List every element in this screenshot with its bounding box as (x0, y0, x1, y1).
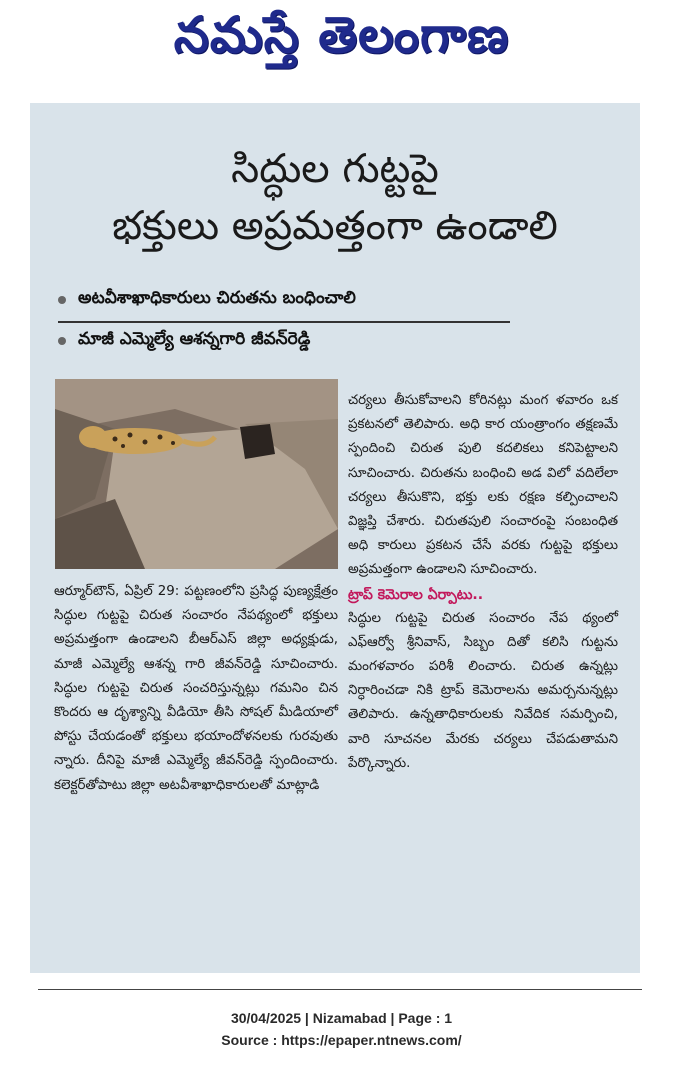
footer-source: Source : https://epaper.ntnews.com/ (221, 1032, 462, 1048)
article-paragraph: సిద్ధుల గుట్టపై చిరుత సంచారం నేప థ్యంలో ఎఫ్‌ఆర్వో శ్రీనివాస్, సిబ్బం దితో కలిసి గుట్టను మంగళవారం పరిశీ లించారు. చిరుత ఉన్నట్లు నిర్ధారించడా నికి ట్రాప్ కెమెరాలను అమర్చనున్నట్లు తెలిపారు. ఉన్నతాధికారులకు నివేదిక సమర్పించి, వారి సూచనల మేరకు చర్యలు చేపడుతామని పేర్కొన్నారు. (348, 610, 618, 771)
footer-edition-info: 30/04/2025 | Nizamabad | Page : 1 (230, 1010, 453, 1026)
footer-divider (38, 989, 642, 990)
masthead-logo: నమస్తే తెలంగాణ (173, 5, 510, 64)
left-column (54, 580, 338, 798)
article-paragraph: చర్యలు తీసుకోవాలని కోరినట్లు మంగ ళవారం ఒక ప్రకటనలో తెలిపారు. అధి కార యంత్రాంగం తక్షణమే స్పందించి చిరుత పులి కదలికలు కనిపెట్టాలని సూచించారు. చిరుతను బంధించి అడ విలో వదిలేలా చర్యలు తీసుకొని, భక్తు లకు రక్షణ కల్పించాలని విజ్ఞప్తి చేశారు. చిరుతపులి సంచారంపై సంబంధిత అధి కారులు ప్రకటన చేసే వరకు గుట్టపై భక్తులు అప్రమత్తంగా ఉండాలని సూచించారు. (348, 393, 618, 578)
subheading: ట్రాప్ కెమెరాల ఏర్పాటు.. (348, 586, 484, 603)
article-paragraph: ఆర్మూర్‌టౌన్, ఏప్రిల్ 29: పట్టణంలోని ప్రసిద్ధ పుణ్యక్షేత్రం సిద్ధుల గుట్టపై చిరుత సంచారం నేపథ్యంలో భక్తులు అప్రమత్తంగా ఉండాలని బీఆర్‌ఎస్ జిల్లా అధ్యక్షుడు, మాజీ ఎమ్మెల్యే ఆశన్న గారి జీవన్‌రెడ్డి సూచించారు. సిద్ధుల గుట్టపై చిరుత సంచరిస్తున్నట్లు గమనిం చిన కొందరు ఆ దృశ్యాన్ని వీడియో తీసి సోషల్ మీడియాలో పోస్టు చేయడంతో భక్తులు భయాందోళనలకు గురవుతు న్నారు. దీనిపై మాజీ ఎమ్మెల్యే జీవన్‌రెడ్డి స్పందించారు. కలెక్టర్‌తోపాటు జిల్లా అటవీశాఖాధికారులతో మాట్లాడి (54, 584, 338, 793)
bullet-divider (58, 321, 510, 323)
masthead (0, 2, 683, 80)
bullet-text: అటవీశాఖాధికారులు చిరుతను బంధించాలి (78, 288, 356, 308)
bullet-point-2 (58, 325, 510, 357)
bullet-point-1 (58, 284, 510, 316)
headline-line-1: సిద్ధుల గుట్టపై (231, 146, 439, 192)
bullet-text: మాజీ ఎమ్మెల్యే ఆశన్నగారి జీవన్‌రెడ్డి (78, 329, 311, 349)
leopard-on-rocks-image (55, 379, 338, 569)
news-clipping (30, 103, 640, 973)
right-column (348, 389, 618, 776)
bullet-icon (58, 337, 66, 345)
headline-line-2: భక్తులు అప్రమత్తంగా ఉండాలి (112, 203, 558, 249)
leopard-photo (55, 379, 338, 569)
bullet-icon (58, 296, 66, 304)
